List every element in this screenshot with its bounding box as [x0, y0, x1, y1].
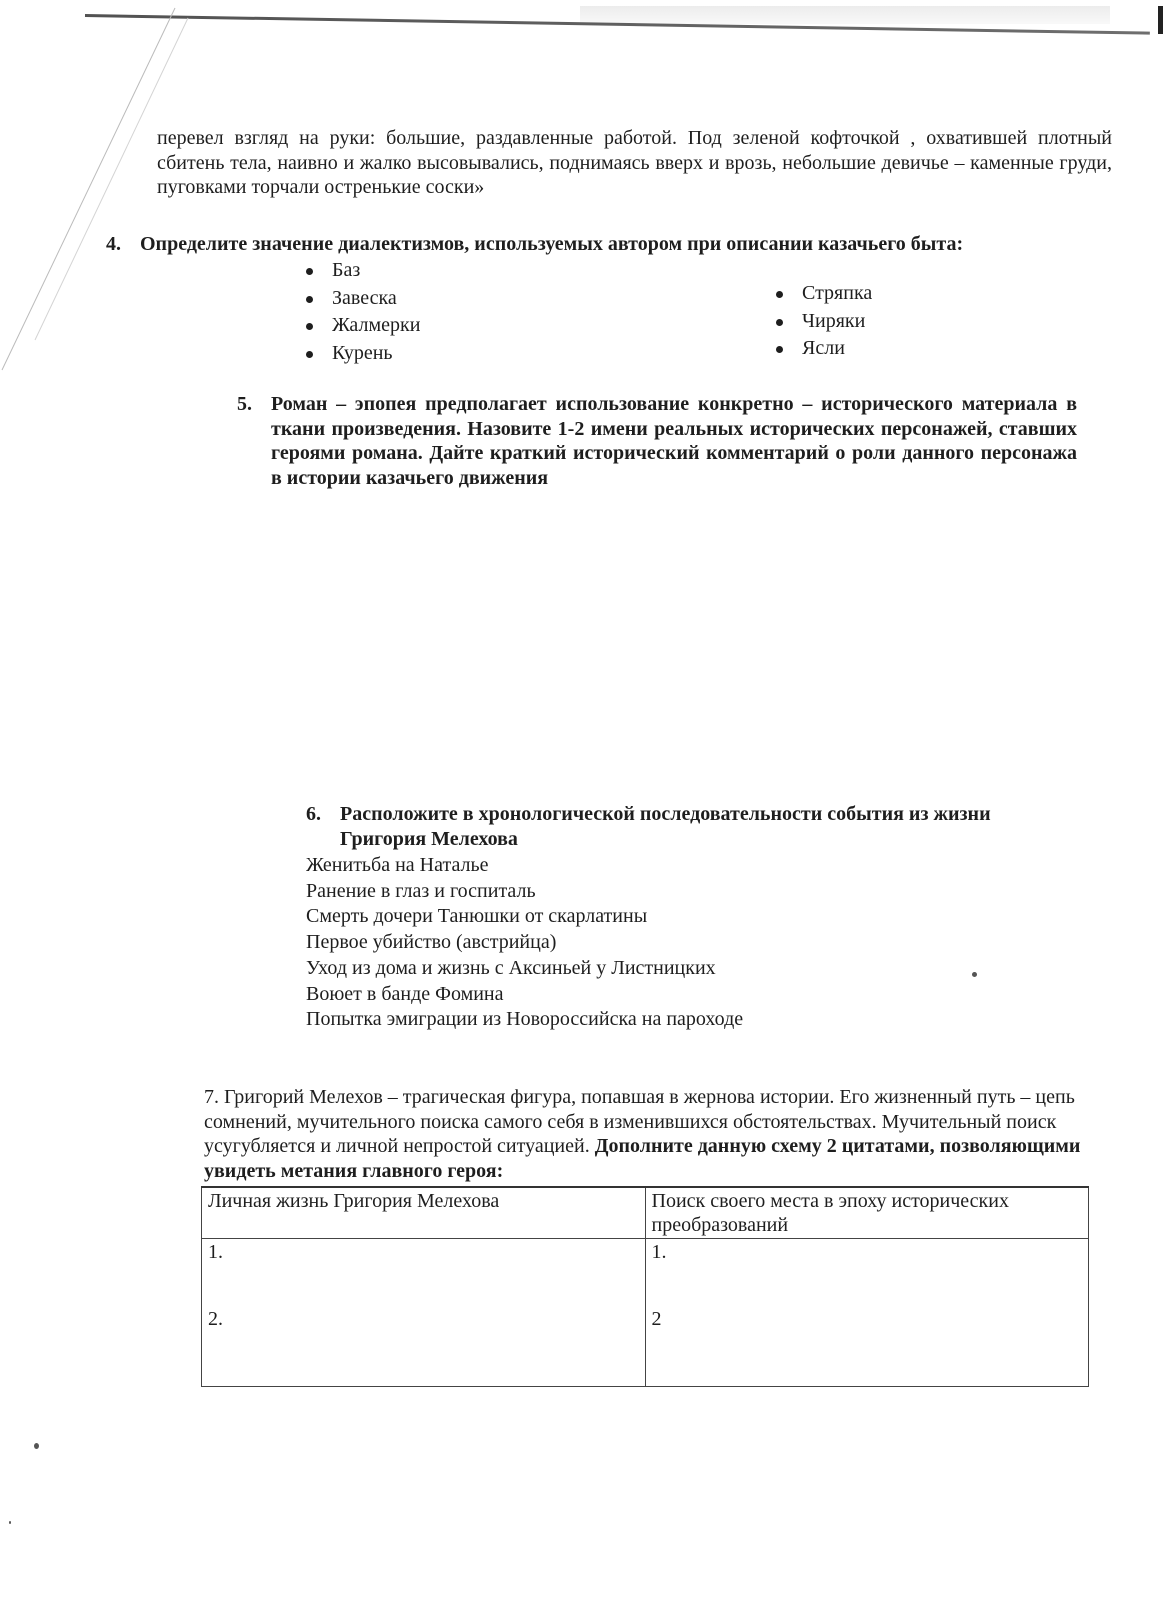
dialect-list-left — [302, 257, 602, 367]
header-historical-search: Поиск своего места в эпоху исторических преобразований — [645, 1187, 1089, 1239]
question-4-heading — [106, 232, 1106, 256]
question-6-title: Расположите в хронологической последовательности события из жизни Григория Мелехова — [340, 803, 991, 850]
scan-corner-mark — [1158, 6, 1163, 34]
dialect-item: Чиряки — [772, 308, 1072, 336]
dialect-list-right — [772, 280, 1072, 363]
event-item: Женитьба на Наталье — [306, 854, 489, 876]
bullet-icon — [306, 323, 313, 330]
question-6-number: 6. — [306, 803, 321, 825]
question-7-task: Дополните данную схему 2 цитатами, позволяющими увидеть метания главного героя: — [204, 1135, 1081, 1182]
dialect-item: Баз — [302, 257, 602, 285]
event-item: Ранение в глаз и госпиталь — [306, 879, 536, 902]
bullet-icon — [776, 319, 783, 326]
dialect-item: Завеска — [302, 285, 602, 313]
answer-slot-label: 1. — [208, 1241, 223, 1263]
scan-speck — [34, 1443, 39, 1449]
event-item: Уход из дома и жизнь с Аксиньей у Листницких — [306, 956, 716, 979]
dialect-item: Стряпка — [772, 280, 1072, 308]
bullet-icon — [306, 296, 313, 303]
bullet-icon — [306, 351, 313, 358]
question-7 — [204, 1085, 1084, 1183]
quote-continuation: перевел взгляд на руки: большие, раздавленные работой. Под зеленой кофточкой , охватившей плотный сбитень тела, наивно и жалко высовывались, поднимаясь вверх и врозь, небольшие девичье – каменные груди, пуговками торчали остренькие соски» — [157, 127, 1112, 198]
dialect-item: Курень — [302, 340, 602, 368]
event-item: Первое убийство (австрийца) — [306, 931, 557, 954]
historical-search-answer-cell[interactable] — [645, 1239, 1089, 1387]
bullet-icon — [776, 291, 783, 298]
event-item: Воюет в банде Фомина — [306, 982, 504, 1005]
scan-shadow — [580, 6, 1110, 24]
question-5 — [237, 392, 1077, 490]
scan-speck — [9, 1521, 11, 1524]
scan-speck — [972, 972, 977, 977]
quotes-scheme-table — [201, 1186, 1089, 1387]
question-7-intro: Григорий Мелехов – трагическая фигура, попавшая в жернова истории. Его жизненный путь – цепь сомнений, мучительного поиска самого себя в изменившихся обстоятельствах. Мучительный поиск усугубляется и личной непростой ситуацией. — [204, 1086, 1075, 1157]
event-item: Попытка эмиграции из Новороссийска на пароходе — [306, 1008, 744, 1031]
personal-life-answer-cell[interactable] — [202, 1239, 646, 1387]
dialect-item: Жалмерки — [302, 312, 602, 340]
answer-slot-label: 2. — [208, 1308, 223, 1330]
bullet-icon — [306, 268, 313, 275]
bullet-icon — [776, 346, 783, 353]
header-personal-life: Личная жизнь Григория Мелехова — [202, 1187, 646, 1239]
table-header-row — [202, 1187, 1089, 1239]
dialect-item: Ясли — [772, 335, 1072, 363]
event-item: Смерть дочери Танюшки от скарлатины — [306, 905, 648, 928]
answer-slot-label: 1. — [651, 1241, 667, 1263]
question-5-text: Роман – эпопея предполагает использование конкретно – исторического материала в ткани произведения. Назовите 1-2 имени реальных исторических персонажей, ставших героями романа. Дайте краткий исторический комментарий о роли данного персонажа в истории казачьего движения — [271, 393, 1077, 489]
question-4-number: 4. — [106, 233, 121, 255]
answer-slot-label: 2 — [651, 1308, 662, 1330]
question-6-heading — [306, 802, 1076, 852]
question-4-title: Определите значение диалектизмов, используемых автором при описании казачьего быта: — [140, 233, 964, 255]
question-7-number: 7. — [204, 1086, 219, 1108]
scan-fold-line — [0, 0, 200, 400]
question-5-number: 5. — [237, 393, 252, 415]
table-row — [202, 1239, 1089, 1387]
events-list — [306, 853, 1006, 1033]
